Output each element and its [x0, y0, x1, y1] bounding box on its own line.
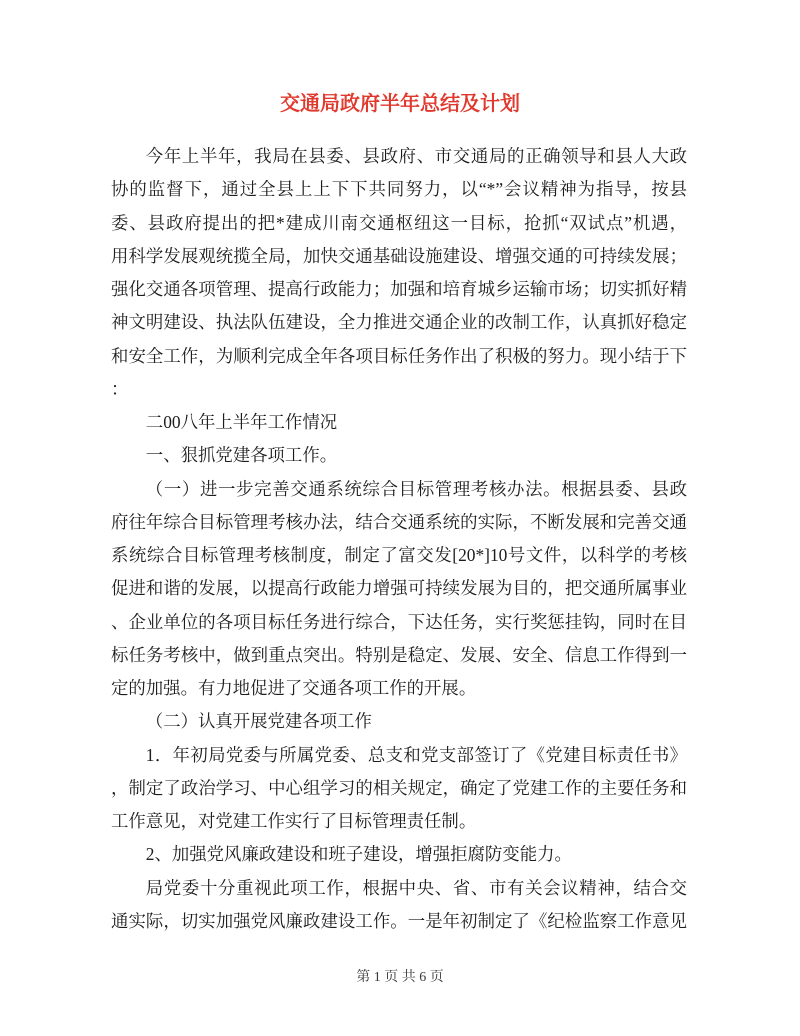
text-line: 、企业单位的各项目标任务进行综合，下达任务，实行奖惩挂钩，同时在目	[111, 611, 687, 632]
text-line: 标任务考核中，做到重点突出。特别是稳定、发展、安全、信息工作得到一	[111, 644, 687, 665]
text-line: ，制定了政治学习、中心组学习的相关规定，确定了党建工作的主要任务和	[111, 777, 687, 798]
text-line: 二00八年上半年工作情况	[145, 412, 338, 432]
paragraph	[111, 705, 687, 738]
text-line: （二）认真开展党建各项工作	[145, 711, 372, 732]
text-line: 协的监督下，通过全县上上下下共同努力，以“*”会议精神为指导，按县	[111, 179, 687, 200]
paragraph	[111, 739, 687, 839]
document-body	[111, 140, 687, 938]
paragraph	[111, 473, 687, 706]
paragraph	[111, 406, 687, 439]
paragraph	[111, 872, 687, 939]
text-line: 强化交通各项管理、提高行政能力；加强和培育城乡运输市场；切实抓好精	[111, 279, 687, 299]
document-title: 交通局政府半年总结及计划	[280, 93, 520, 115]
text-line: 工作意见，对党建工作实行了目标管理责任制。	[111, 811, 477, 831]
text-line: 委、县政府提出的把*建成川南交通枢纽这一目标，抢抓“双试点”机遇，	[111, 212, 687, 233]
text-line: 神文明建设、执法队伍建设，全力推进交通企业的改制工作，认真抓好稳定	[111, 312, 687, 333]
text-line: 局党委十分重视此项工作，根据中央、省、市有关会议精神，结合交	[145, 877, 687, 898]
text-line: 用科学发展观统揽全局，加快交通基础设施建设、增强交通的可持续发展；	[111, 245, 687, 266]
text-line: 一、狠抓党建各项工作。	[145, 445, 338, 466]
text-line: 1．年初局党委与所属党委、总支和党支部签订了《党建目标责任书》	[145, 744, 687, 765]
text-line: 促进和谐的发展，以提高行政能力增强可持续发展为目的，把交通所属事业	[111, 578, 687, 599]
text-line: 2、加强党风廉政建设和班子建设，增强拒腐防变能力。	[145, 844, 572, 865]
text-line: 定的加强。有力地促进了交通各项工作的开展。	[111, 678, 477, 698]
text-line: 通实际，切实加强党风廉政建设工作。一是年初制定了《纪检监察工作意见	[111, 910, 687, 931]
paragraph	[111, 838, 687, 871]
page-footer: 第 1 页 共 6 页	[356, 970, 444, 985]
text-line: 和安全工作，为顺利完成全年各项目标任务作出了积极的努力。现小结于下	[111, 345, 687, 366]
text-line: ：	[111, 378, 129, 399]
text-line: 府往年综合目标管理考核办法，结合交通系统的实际，不断发展和完善交通	[111, 511, 687, 532]
text-line: 今年上半年，我局在县委、县政府、市交通局的正确领导和县人大政	[145, 146, 687, 166]
paragraph	[111, 140, 687, 406]
paragraph	[111, 439, 687, 472]
text-line: （一）进一步完善交通系统综合目标管理考核办法。根据县委、县政	[145, 478, 687, 499]
text-line: 系统综合目标管理考核制度，制定了富交发[20*]10号文件，以科学的考核	[111, 545, 687, 565]
